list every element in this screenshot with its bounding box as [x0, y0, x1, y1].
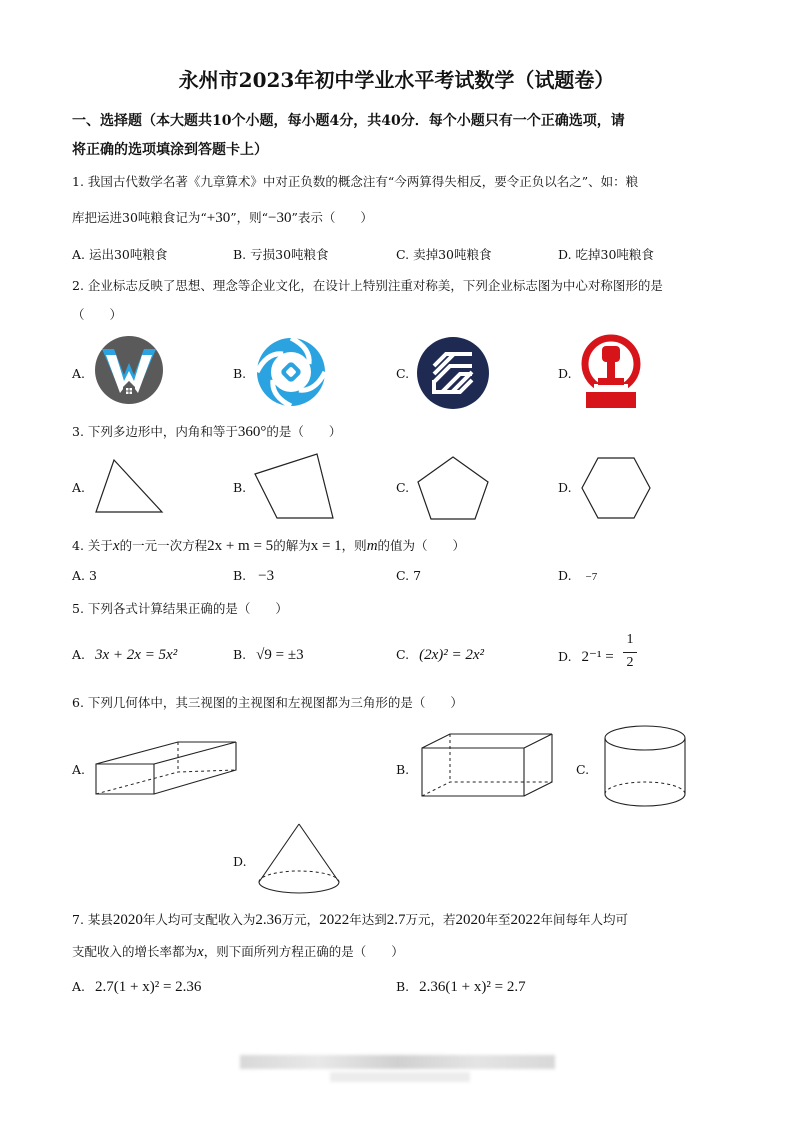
- q3-option-a: A.: [72, 480, 86, 495]
- q5-stem: 5. 下列各式计算结果正确的是（ ）: [72, 601, 288, 616]
- q7-option-b: [396, 979, 526, 996]
- q7-stem-line1: [72, 910, 628, 929]
- q2-stem-line1: 2. 企业标志反映了思想、理念等企业文化，在设计上特别注重对称美，下列企业标志图为中心对称图形的是: [72, 278, 663, 293]
- q6-flat-box-shape: [94, 740, 240, 796]
- q5-option-d-label: D.: [558, 649, 572, 664]
- q4-text-5: 的值为（ ）: [377, 538, 466, 553]
- q1-option-b: B. 亏损30吨粮食: [233, 247, 329, 262]
- q4-option-d-label: D.: [558, 568, 572, 583]
- page-title: 永州市2023年初中学业水平考试数学（试题卷）: [178, 68, 615, 92]
- q1-option-d: D. 吃掉30吨粮食: [558, 247, 654, 262]
- q5-option-a: [72, 647, 177, 664]
- q3-triangle-shape: [94, 458, 166, 516]
- q7-value-27: 2.7: [386, 912, 406, 928]
- section-header-line1: 一、选择题（本大题共10个小题，每小题4分，共40分．每个小题只有一个正确选项，请: [72, 113, 625, 129]
- q6-cone-shape: [256, 822, 342, 896]
- q1-text-c: ”表示（ ）: [291, 210, 373, 225]
- q4-option-b: [233, 568, 274, 585]
- q5-option-c: [396, 647, 484, 664]
- logo-b-spiral-icon: [253, 334, 329, 410]
- q3-text-a: 3. 下列多边形中，内角和等于: [72, 424, 238, 439]
- q1-option-a: A. 运出30吨粮食: [72, 247, 168, 262]
- q5-option-c-expr: (2x)² = 2x²: [419, 647, 484, 663]
- q4-option-b-value: −3: [258, 568, 275, 584]
- logo-a-w-house-icon: [94, 335, 164, 405]
- q4-text-4: ，则: [341, 538, 367, 553]
- q5-option-b: [233, 647, 304, 664]
- logo-d-railway-icon: [580, 334, 642, 410]
- q3-option-d: D.: [558, 480, 572, 495]
- q6-cuboid-shape: [420, 732, 556, 798]
- q7-year-2022: 2022: [319, 912, 350, 928]
- q3-text-b: 的是（ ）: [266, 424, 342, 439]
- q7-stem-line2: [72, 942, 404, 961]
- section-header-line2: 将正确的选项填涂到答题卡上）: [72, 142, 268, 158]
- q5-option-c-label: C.: [396, 647, 410, 662]
- q5-option-d-numerator: 1: [626, 632, 634, 647]
- q5-option-a-expr: 3x + 2x = 5x²: [95, 647, 178, 663]
- q7-var-x: x: [197, 944, 204, 960]
- q4-text-1: 4. 关于: [72, 538, 113, 553]
- q3-pentagon-shape: [416, 455, 490, 521]
- q7-option-a-expr: 2.7(1 + x)² = 2.36: [95, 979, 202, 995]
- q7-text-h: 支配收入的增长率都为: [72, 944, 198, 959]
- q3-option-c: C.: [396, 480, 410, 495]
- q7-year-2022b: 2022: [510, 912, 541, 928]
- q2-stem-line2: （ ）: [72, 307, 123, 322]
- q4-var-m: m: [366, 538, 378, 554]
- q3-angle: 360°: [237, 424, 267, 440]
- q1-option-c: C. 卖掉30吨粮食: [396, 247, 492, 262]
- q7-value-236: 2.36: [255, 912, 282, 928]
- q7-text-f: 年至: [485, 912, 511, 927]
- q5-option-d-denominator: 2: [626, 655, 634, 670]
- q1-text-b: ”，则“: [230, 210, 269, 225]
- q7-option-a: [72, 979, 201, 996]
- logo-c-stripes-icon: [416, 336, 490, 410]
- q4-option-a: A. 3: [72, 568, 97, 583]
- q5-option-b-label: B.: [233, 647, 247, 662]
- q7-option-b-expr: 2.36(1 + x)² = 2.7: [419, 979, 526, 995]
- q4-option-b-label: B.: [233, 568, 247, 583]
- q7-text-a: 7. 某县: [72, 912, 113, 927]
- q5-fraction-bar: [623, 652, 637, 653]
- q7-option-b-label: B.: [396, 979, 410, 994]
- q7-text-b: 年人均可支配收入为: [142, 912, 256, 927]
- q1-text-a: 库把运进30吨粮食记为“: [72, 210, 207, 225]
- q7-text-i: ，则下面所列方程正确的是（ ）: [203, 944, 404, 959]
- q5-option-a-label: A.: [72, 647, 86, 662]
- q3-hexagon-shape: [580, 456, 652, 520]
- q7-year-2020: 2020: [112, 912, 143, 928]
- q1-stem-line1: 1. 我国古代数学名著《九章算术》中对正负数的概念注有“今两算得失相反，要令正负以名之”、如：粮: [72, 174, 639, 189]
- q2-option-a: A.: [72, 366, 86, 381]
- q7-text-g: 年间每年人均可: [540, 912, 628, 927]
- q7-text-e: 万元，若: [405, 912, 456, 927]
- q7-year-2020b: 2020: [455, 912, 486, 928]
- q2-option-b: B.: [233, 366, 247, 381]
- blurred-footer-watermark-2: [330, 1072, 470, 1082]
- q3-option-b: B.: [233, 480, 247, 495]
- q7-text-d: 年达到: [349, 912, 387, 927]
- q4-equation: 2x + m = 5: [207, 538, 274, 554]
- q4-text-3: 的解为: [273, 538, 311, 553]
- q2-option-d: D.: [558, 366, 572, 381]
- q6-option-d: D.: [233, 854, 247, 869]
- q3-stem: [72, 422, 341, 441]
- q1-minus30: −30: [268, 210, 292, 226]
- q2-option-c: C.: [396, 366, 410, 381]
- q4-option-d-value: −7: [585, 571, 598, 583]
- q4-option-d: [558, 568, 597, 583]
- q7-option-a-label: A.: [72, 979, 86, 994]
- q5-option-b-expr: √9 = ±3: [256, 647, 304, 663]
- q1-plus30: +30: [206, 210, 231, 226]
- blurred-footer-watermark: [240, 1055, 555, 1069]
- q4-solution: x = 1: [310, 538, 342, 554]
- q1-stem-line2: [72, 208, 373, 227]
- q6-option-b: B.: [396, 762, 410, 777]
- q6-option-a: A.: [72, 762, 86, 777]
- q4-stem: [72, 536, 465, 555]
- q5-option-d-expr: 2⁻¹ =: [581, 649, 614, 665]
- q4-text-2: 的一元一次方程: [119, 538, 208, 553]
- q6-cylinder-shape: [602, 724, 688, 810]
- q4-option-c: C. 7: [396, 568, 422, 583]
- q4-var-x: x: [112, 538, 120, 554]
- q6-stem: 6. 下列几何体中，其三视图的主视图和左视图都为三角形的是（ ）: [72, 695, 463, 710]
- q6-option-c: C.: [576, 762, 590, 777]
- q5-option-d: [558, 647, 614, 666]
- q7-text-c: 万元，: [281, 912, 320, 927]
- q3-quadrilateral-shape: [253, 452, 337, 522]
